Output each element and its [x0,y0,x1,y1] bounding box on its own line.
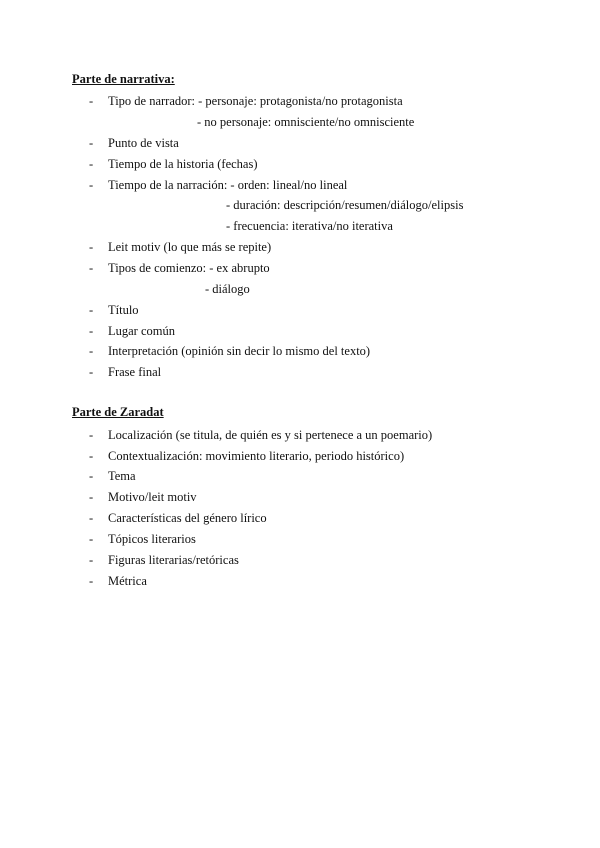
list-item-text: Interpretación (opinión sin decir lo mismo del texto) [108,344,371,358]
list-item-continuation: - frecuencia: iterativa/no iterativa [226,219,393,233]
list-item-text: Frase final [108,365,162,379]
list-item-text: Punto de vista [108,136,179,150]
list-item-continuation: - diálogo [205,282,250,296]
list-dash: - [89,365,94,379]
list-item-text: Localización (se titula, de quién es y si pertenece a un poemario) [108,428,433,442]
list-dash: - [89,303,94,317]
list-dash: - [89,574,94,588]
list-dash: - [89,178,94,192]
list-item-text: Tipo de narrador: - personaje: protagonista/no protagonista [108,94,403,108]
list-item-text: Métrica [108,574,147,588]
list-dash: - [89,449,94,463]
list-item-continuation: - duración: descripción/resumen/diálogo/elipsis [226,198,464,212]
section-title-narrativa: Parte de narrativa: [72,72,175,86]
list-dash: - [89,240,94,254]
list-item-text: Título [108,303,139,317]
list-dash: - [89,490,94,504]
list-dash: - [89,428,94,442]
list-item-text: Lugar común [108,324,175,338]
list-dash: - [89,261,94,275]
list-dash: - [89,469,94,483]
list-item-text: Leit motiv (lo que más se repite) [108,240,272,254]
list-dash: - [89,511,94,525]
list-dash: - [89,553,94,567]
list-item-text: Contextualización: movimiento literario, periodo histórico) [108,449,405,463]
list-dash: - [89,94,94,108]
section-title-zaradat: Parte de Zaradat [72,405,164,419]
list-dash: - [89,532,94,546]
list-dash: - [89,136,94,150]
list-item-text: Características del género lírico [108,511,267,525]
list-item-text: Tipos de comienzo: - ex abrupto [108,261,270,275]
list-item-text: Tema [108,469,136,483]
list-item-text: Tiempo de la historia (fechas) [108,157,258,171]
list-item-text: Tópicos literarios [108,532,196,546]
list-item-text: Tiempo de la narración: - orden: lineal/no lineal [108,178,348,192]
list-item-text: Figuras literarias/retóricas [108,553,239,567]
list-dash: - [89,344,94,358]
list-item-continuation: - no personaje: omnisciente/no omnisciente [197,115,415,129]
list-dash: - [89,157,94,171]
list-item-text: Motivo/leit motiv [108,490,197,504]
list-dash: - [89,324,94,338]
